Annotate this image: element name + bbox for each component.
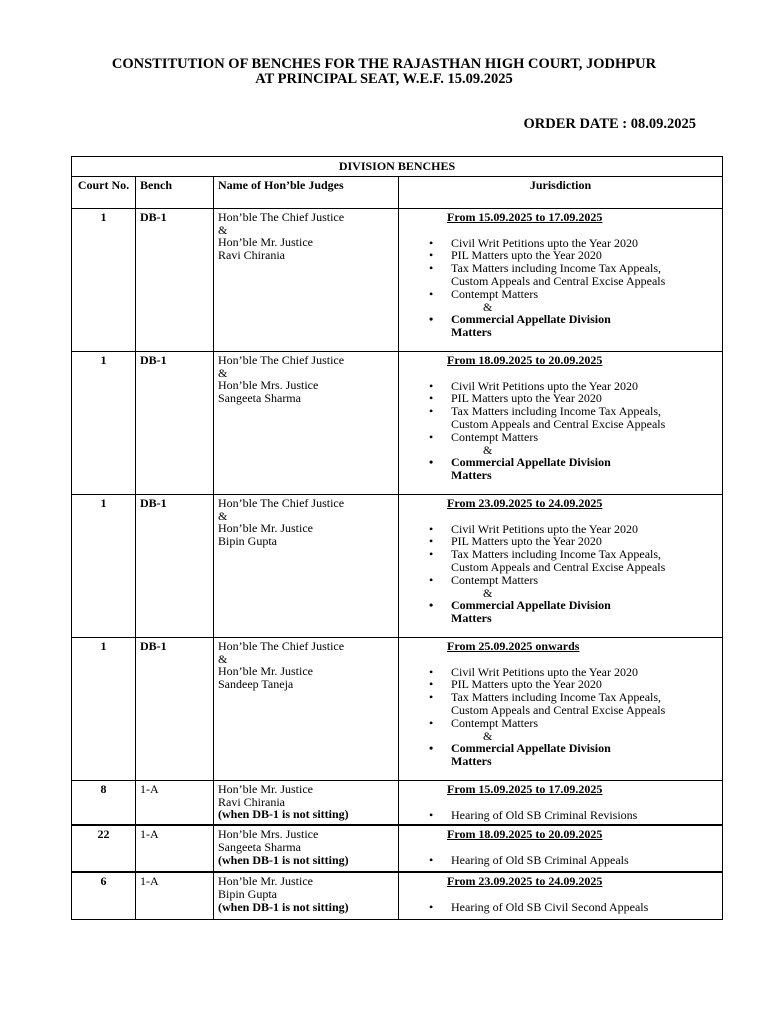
date-range: From 23.09.2025 to 24.09.2025 (447, 874, 603, 889)
court-no: 6 (72, 872, 136, 919)
date-range: From 18.09.2025 to 20.09.2025 (447, 827, 603, 842)
list-item (451, 548, 718, 574)
court-no: 8 (72, 780, 136, 825)
judge: Hon’ble Mrs. Justice (218, 827, 319, 842)
date-range: From 15.09.2025 to 17.09.2025 (447, 781, 603, 796)
list-item: • Civil Writ Petitions upto the Year 2020 (451, 380, 718, 393)
list-item (451, 456, 718, 482)
section-header-row (72, 157, 723, 177)
judges (214, 872, 399, 919)
list-item: • Hearing of Old SB Criminal Revisions (451, 809, 718, 822)
list-ampersand: & (483, 299, 493, 314)
list-ampersand: & (483, 585, 493, 600)
judges (214, 780, 399, 825)
judge-2: Hon’ble Mr. Justice (218, 521, 313, 536)
title-line-2: AT PRINCIPAL SEAT, W.E.F. 15.09.2025 (255, 71, 513, 87)
list-item: • Civil Writ Petitions upto the Year 2020 (451, 666, 718, 679)
list-item-line: Matters (451, 611, 492, 626)
jurisdiction-list (403, 809, 718, 822)
judge-2-name: Ravi Chirania (218, 248, 285, 263)
ampersand: & (218, 222, 228, 237)
jurisdiction-list (403, 380, 718, 482)
court-no: 22 (72, 825, 136, 872)
list-item-line: Tax Matters including Income Tax Appeals, (451, 404, 662, 419)
jurisdiction (399, 208, 723, 351)
jurisdiction (399, 351, 723, 494)
judges (214, 208, 399, 351)
list-item: • Civil Writ Petitions upto the Year 2020 (451, 237, 718, 250)
list-item: • Contempt Matters (451, 431, 718, 444)
table-row (72, 208, 723, 351)
list-item-line: Tax Matters including Income Tax Appeals, (451, 547, 662, 562)
table-row (72, 872, 723, 919)
court-no: 1 (72, 637, 136, 780)
list-item-line: Tax Matters including Income Tax Appeals, (451, 261, 662, 276)
court-no: 1 (72, 208, 136, 351)
judge-2-name: Sandeep Taneja (218, 677, 294, 692)
document-title (0, 57, 768, 87)
judge: Hon’ble Mr. Justice (218, 781, 313, 796)
list-item: • Civil Writ Petitions upto the Year 2020 (451, 523, 718, 536)
list-ampersand: & (483, 728, 493, 743)
list-item (451, 262, 718, 288)
list-item: • Hearing of Old SB Civil Second Appeals (451, 901, 718, 914)
table-row (72, 825, 723, 872)
court-no: 1 (72, 351, 136, 494)
ampersand: & (218, 651, 228, 666)
list-item (451, 405, 718, 431)
judges (214, 825, 399, 872)
benches-table (71, 156, 723, 920)
list-item-line: Matters (451, 468, 492, 483)
list-ampersand: & (483, 442, 493, 457)
judge-2: Hon’ble Mr. Justice (218, 664, 313, 679)
list-item-line: Matters (451, 754, 492, 769)
date-range: From 23.09.2025 to 24.09.2025 (447, 495, 603, 510)
judge-name: Ravi Chirania (218, 794, 285, 809)
list-item (451, 691, 718, 717)
bench: DB-1 (136, 494, 214, 637)
judge-2: Hon’ble Mrs. Justice (218, 378, 319, 393)
list-item (451, 599, 718, 625)
sitting-condition: (when DB-1 is not sitting) (218, 852, 349, 867)
list-item-line: Tax Matters including Income Tax Appeals, (451, 690, 662, 705)
court-no: 1 (72, 494, 136, 637)
judges (214, 351, 399, 494)
column-header-judges: Name of Hon’ble Judges (214, 176, 399, 208)
list-item-line: Custom Appeals and Central Excise Appeals (451, 702, 666, 717)
jurisdiction-list (403, 666, 718, 768)
list-item (451, 313, 718, 339)
table-row (72, 494, 723, 637)
column-header-row (72, 176, 723, 208)
ampersand: & (218, 508, 228, 523)
judge-1: Hon’ble The Chief Justice (218, 352, 345, 367)
judge-2-name: Sangeeta Sharma (218, 391, 301, 406)
list-item-line: Commercial Appellate Division (451, 455, 611, 470)
list-item: • Hearing of Old SB Criminal Appeals (451, 854, 718, 867)
judge-1: Hon’ble The Chief Justice (218, 638, 345, 653)
order-date: ORDER DATE : 08.09.2025 (523, 116, 696, 132)
column-header-bench: Bench (136, 176, 214, 208)
list-item: • PIL Matters upto the Year 2020 (451, 249, 718, 262)
bench: 1-A (136, 825, 214, 872)
table-row (72, 637, 723, 780)
list-item (451, 742, 718, 768)
column-header-court: Court No. (72, 176, 136, 208)
jurisdiction-list (403, 854, 718, 867)
title-line-1: CONSTITUTION OF BENCHES FOR THE RAJASTHAN HIGH COURT, JODHPUR (111, 56, 657, 72)
jurisdiction (399, 872, 723, 919)
list-item-line: Commercial Appellate Division (451, 741, 611, 756)
jurisdiction-list (403, 523, 718, 625)
list-item-line: Matters (451, 325, 492, 340)
jurisdiction (399, 494, 723, 637)
table-row (72, 351, 723, 494)
sitting-condition: (when DB-1 is not sitting) (218, 899, 349, 914)
list-item: • PIL Matters upto the Year 2020 (451, 392, 718, 405)
bench: 1-A (136, 780, 214, 825)
table-row (72, 780, 723, 825)
date-range: From 25.09.2025 onwards (447, 638, 580, 653)
date-range: From 18.09.2025 to 20.09.2025 (447, 352, 603, 367)
bench: DB-1 (136, 637, 214, 780)
judges (214, 637, 399, 780)
bench: DB-1 (136, 208, 214, 351)
list-item: • Contempt Matters (451, 574, 718, 587)
bench: 1-A (136, 872, 214, 919)
list-item: • PIL Matters upto the Year 2020 (451, 678, 718, 691)
section-header: DIVISION BENCHES (72, 157, 723, 177)
judge: Hon’ble Mr. Justice (218, 874, 313, 889)
list-item: • Contempt Matters (451, 717, 718, 730)
list-item-line: Commercial Appellate Division (451, 312, 611, 327)
jurisdiction-list (403, 237, 718, 339)
judge-name: Sangeeta Sharma (218, 840, 301, 855)
judge-name: Bipin Gupta (218, 887, 277, 902)
date-range: From 15.09.2025 to 17.09.2025 (447, 209, 603, 224)
jurisdiction (399, 780, 723, 825)
bench: DB-1 (136, 351, 214, 494)
list-item-line: Custom Appeals and Central Excise Appeals (451, 273, 666, 288)
judge-2: Hon’ble Mr. Justice (218, 235, 313, 250)
jurisdiction (399, 825, 723, 872)
ampersand: & (218, 365, 228, 380)
list-item-line: Custom Appeals and Central Excise Appeals (451, 416, 666, 431)
judge-2-name: Bipin Gupta (218, 534, 277, 549)
judges (214, 494, 399, 637)
list-item: • Contempt Matters (451, 288, 718, 301)
list-item: • PIL Matters upto the Year 2020 (451, 535, 718, 548)
judge-1: Hon’ble The Chief Justice (218, 495, 345, 510)
jurisdiction-list (403, 901, 718, 914)
list-item-line: Custom Appeals and Central Excise Appeals (451, 559, 666, 574)
judge-1: Hon’ble The Chief Justice (218, 209, 345, 224)
sitting-condition: (when DB-1 is not sitting) (218, 807, 349, 822)
list-item-line: Commercial Appellate Division (451, 598, 611, 613)
jurisdiction (399, 637, 723, 780)
column-header-jurisdiction: Jurisdiction (399, 176, 723, 208)
